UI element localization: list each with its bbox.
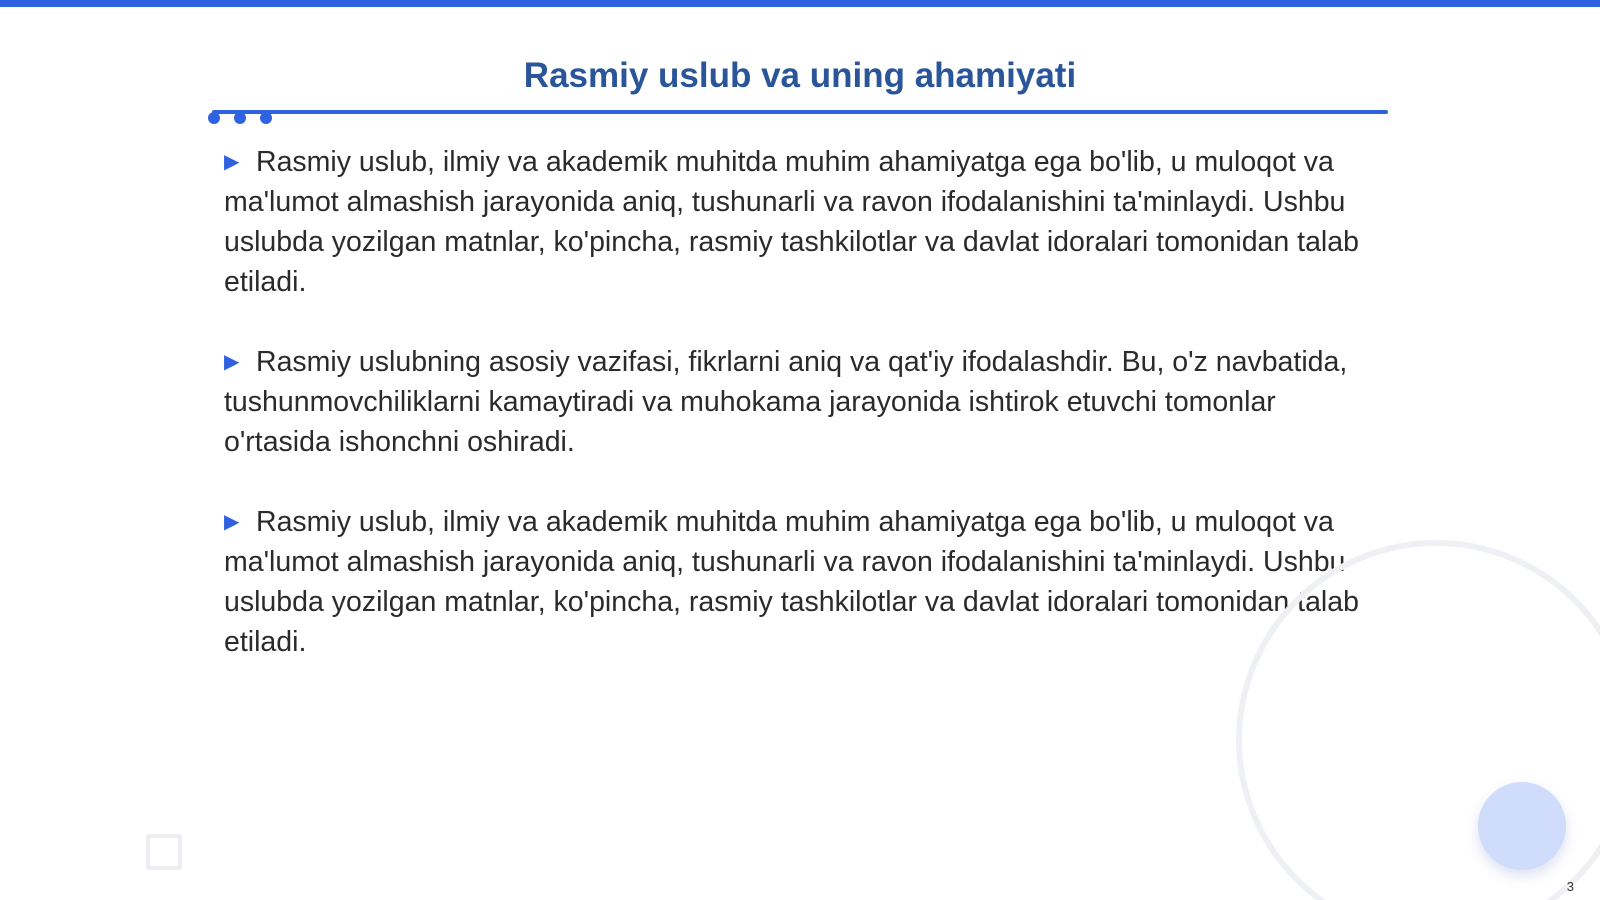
triangle-right-icon: ▶ <box>224 511 240 533</box>
title-underline <box>212 110 1388 114</box>
decor-circle-icon <box>1478 782 1566 870</box>
decor-dot-icon <box>234 112 246 124</box>
bullet-paragraph <box>224 142 1364 302</box>
decor-dot-icon <box>208 112 220 124</box>
slide-title: Rasmiy uslub va uning ahamiyati <box>523 56 1077 95</box>
page-number: 3 <box>1566 879 1574 894</box>
bullet-list <box>224 142 1364 702</box>
decor-dot-icon <box>260 112 272 124</box>
bullet-paragraph <box>224 502 1364 662</box>
triangle-right-icon: ▶ <box>224 351 240 373</box>
bullet-text: Rasmiy uslub, ilmiy va akademik muhitda muhim ahamiyatga ega bo'lib, u muloqot va ma'lumot almashish jarayonida aniq, tushunarli va ravon ifodalanishini ta'minlaydi. Ushbu uslubda yozilgan matnlar, ko'pincha, rasmiy tashkilotlar va davlat idoralari tomonidan talab etiladi. <box>224 506 1359 658</box>
bullet-text: Rasmiy uslubning asosiy vazifasi, fikrlarni aniq va qat'iy ifodalashdir. Bu, o'z navbatida, tushunmovchiliklarni kamaytiradi va muhokama jarayonida ishtirok etuvchi tomonlar o'rtasida ishonchni oshiradi. <box>224 346 1348 458</box>
triangle-right-icon: ▶ <box>224 151 240 173</box>
bullet-paragraph <box>224 342 1364 462</box>
top-accent-bar <box>0 0 1600 7</box>
decor-square-icon <box>146 834 182 870</box>
bullet-text: Rasmiy uslub, ilmiy va akademik muhitda muhim ahamiyatga ega bo'lib, u muloqot va ma'lumot almashish jarayonida aniq, tushunarli va ravon ifodalanishini ta'minlaydi. Ushbu uslubda yozilgan matnlar, ko'pincha, rasmiy tashkilotlar va davlat idoralari tomonidan talab etiladi. <box>224 146 1359 298</box>
